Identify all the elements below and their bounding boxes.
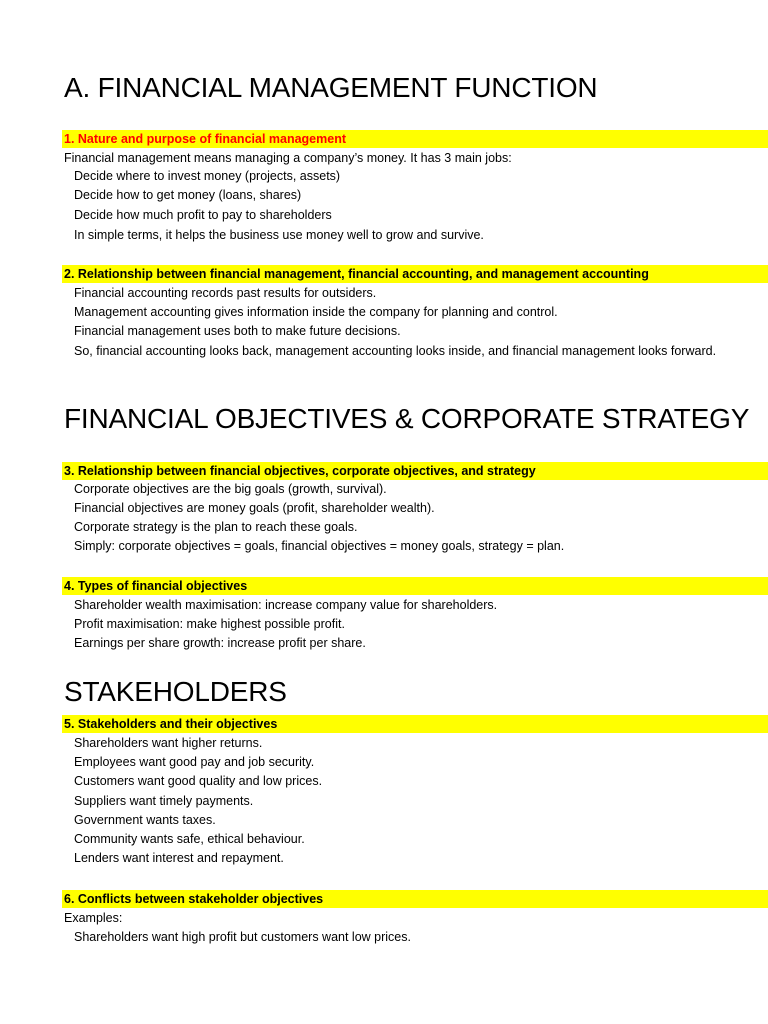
section-2-line: Management accounting gives information inside the company for planning and control. <box>74 305 558 319</box>
section-2-line: Financial management uses both to make future decisions. <box>74 324 401 338</box>
section-5-line: Customers want good quality and low prices. <box>74 774 323 788</box>
heading-stakeholders: STAKEHOLDERS <box>64 676 287 707</box>
section-6-line: Shareholders want high profit but customers want low prices. <box>74 930 411 944</box>
section-1-heading: 1. Nature and purpose of financial management <box>62 130 768 148</box>
section-1-line: Decide how to get money (loans, shares) <box>74 188 302 202</box>
heading-financial-objectives-strategy: FINANCIAL OBJECTIVES & CORPORATE STRATEGY <box>64 403 750 434</box>
section-5-heading: 5. Stakeholders and their objectives <box>62 715 768 733</box>
section-3-line: Corporate strategy is the plan to reach these goals. <box>74 520 358 534</box>
section-1-line: Decide how much profit to pay to shareholders <box>74 208 332 222</box>
section-2-line: Financial accounting records past results for outsiders. <box>74 286 377 300</box>
section-1-intro: Financial management means managing a company’s money. It has 3 main jobs: <box>64 151 512 165</box>
section-5-line: Lenders want interest and repayment. <box>74 851 284 865</box>
section-4-line: Profit maximisation: make highest possible profit. <box>74 617 345 631</box>
section-5-line: Government wants taxes. <box>74 813 216 827</box>
section-3-line: Corporate objectives are the big goals (growth, survival). <box>74 482 387 496</box>
section-1-line: In simple terms, it helps the business use money well to grow and survive. <box>74 228 484 242</box>
section-4-line: Earnings per share growth: increase profit per share. <box>74 636 366 650</box>
section-3-line: Financial objectives are money goals (profit, shareholder wealth). <box>74 501 435 515</box>
section-2-line: So, financial accounting looks back, management accounting looks inside, and financial management looks forward. <box>74 344 717 358</box>
section-5-line: Employees want good pay and job security. <box>74 755 315 769</box>
section-2-heading: 2. Relationship between financial management, financial accounting, and management accounting <box>62 265 768 283</box>
section-5-line: Community wants safe, ethical behaviour. <box>74 832 305 846</box>
section-5-line: Shareholders want higher returns. <box>74 736 263 750</box>
section-5-line: Suppliers want timely payments. <box>74 794 254 808</box>
section-4-line: Shareholder wealth maximisation: increase company value for shareholders. <box>74 598 498 612</box>
section-3-line: Simply: corporate objectives = goals, financial objectives = money goals, strategy = plan. <box>74 539 565 553</box>
heading-financial-management-function: A. FINANCIAL MANAGEMENT FUNCTION <box>64 72 598 103</box>
section-6-intro: Examples: <box>64 911 123 925</box>
section-6-heading: 6. Conflicts between stakeholder objectives <box>62 890 768 908</box>
section-4-heading: 4. Types of financial objectives <box>62 577 768 595</box>
section-1-line: Decide where to invest money (projects, assets) <box>74 169 341 183</box>
section-3-heading: 3. Relationship between financial objectives, corporate objectives, and strategy <box>62 462 768 480</box>
